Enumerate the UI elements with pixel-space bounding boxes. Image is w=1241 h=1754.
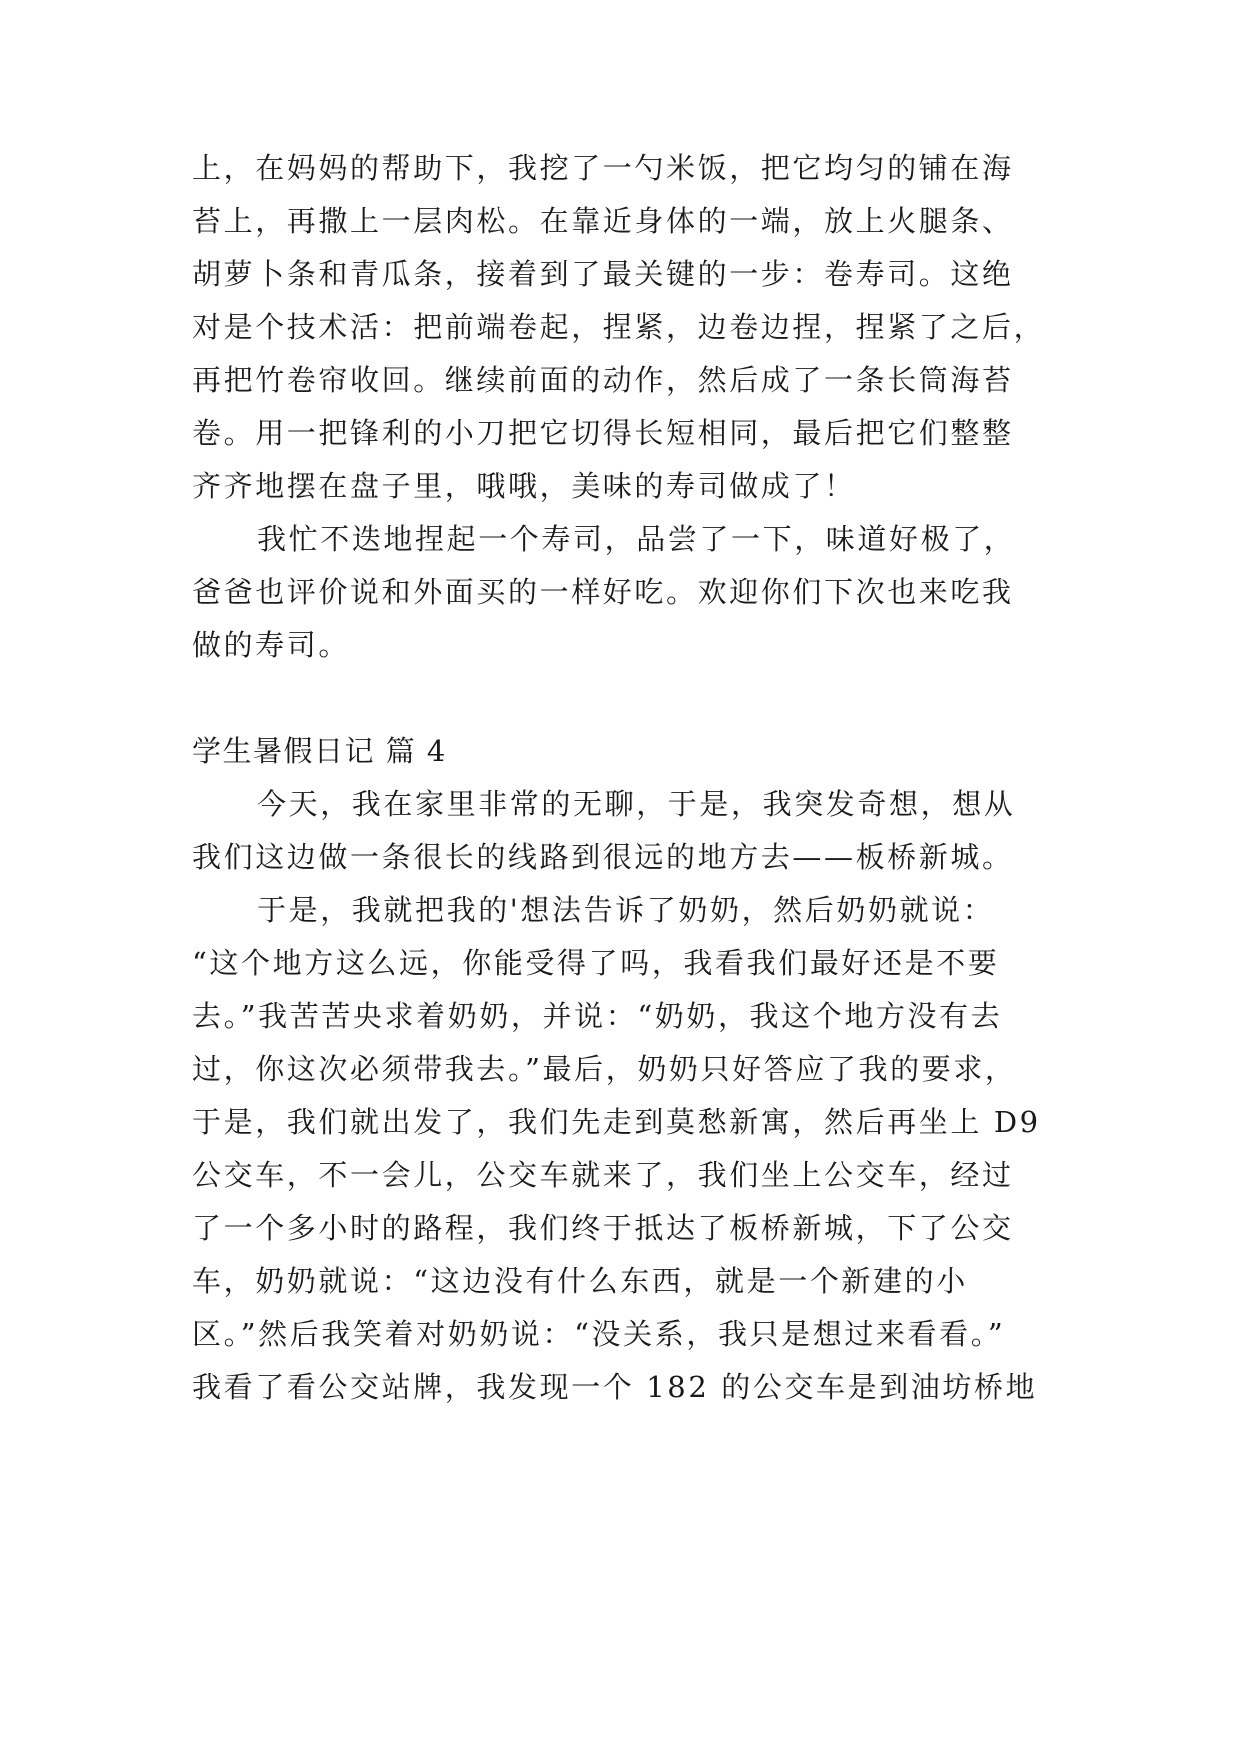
text-line: 做的寿司。 (192, 628, 351, 662)
text-line: 过，你这次必须带我去。”最后，奶奶只好答应了我的要求， (192, 1052, 1017, 1086)
text-line: 于是，我们就出发了，我们先走到莫愁新寓，然后再坐上 D9 (192, 1105, 1041, 1139)
text-line: 了一个多小时的路程，我们终于抵达了板桥新城，下了公交 (192, 1211, 1014, 1245)
text-line: 卷。用一把锋利的小刀把它切得长短相同，最后把它们整整 (192, 416, 1014, 450)
paragraph-first-line: 于是，我就把我的'想法告诉了奶奶，然后奶奶就说： (257, 893, 995, 927)
section-heading: 学生暑假日记 篇 4 (192, 734, 447, 768)
text-line: 我们这边做一条很长的线路到很远的地方去——板桥新城。 (192, 840, 1014, 874)
text-line: 上，在妈妈的帮助下，我挖了一勺米饭，把它均匀的铺在海 (192, 151, 1014, 185)
text-line: 车，奶奶就说：“这边没有什么东西，就是一个新建的小 (192, 1264, 968, 1298)
text-line: 齐齐地摆在盘子里，哦哦，美味的寿司做成了！ (192, 469, 856, 503)
text-line: 胡萝卜条和青瓜条，接着到了最关键的一步：卷寿司。这绝 (192, 257, 1014, 291)
text-line: 公交车，不一会儿，公交车就来了，我们坐上公交车，经过 (192, 1158, 1014, 1192)
text-line: 苔上，再撒上一层肉松。在靠近身体的一端，放上火腿条、 (192, 204, 1014, 238)
text-line: 区。”然后我笑着对奶奶说：“没关系，我只是想过来看看。” (192, 1317, 1006, 1351)
text-line: 去。”我苦苦央求着奶奶，并说：“奶奶，我这个地方没有去 (192, 999, 1003, 1033)
paragraph-first-line: 我忙不迭地捏起一个寿司，品尝了一下，味道好极了， (257, 522, 1016, 556)
text-line: 爸爸也评价说和外面买的一样好吃。欢迎你们下次也来吃我 (192, 575, 1014, 609)
text-line: “这个地方这么远，你能受得了吗，我看我们最好还是不要 (192, 946, 1000, 980)
paragraph-first-line: 今天，我在家里非常的无聊，于是，我突发奇想，想从 (257, 787, 1016, 821)
text-line: 对是个技术活：把前端卷起，捏紧，边卷边捏，捏紧了之后， (192, 310, 1046, 344)
text-line: 我看了看公交站牌，我发现一个 182 的公交车是到油坊桥地 (192, 1370, 1038, 1404)
text-line: 再把竹卷帘收回。继续前面的动作，然后成了一条长筒海苔 (192, 363, 1014, 397)
